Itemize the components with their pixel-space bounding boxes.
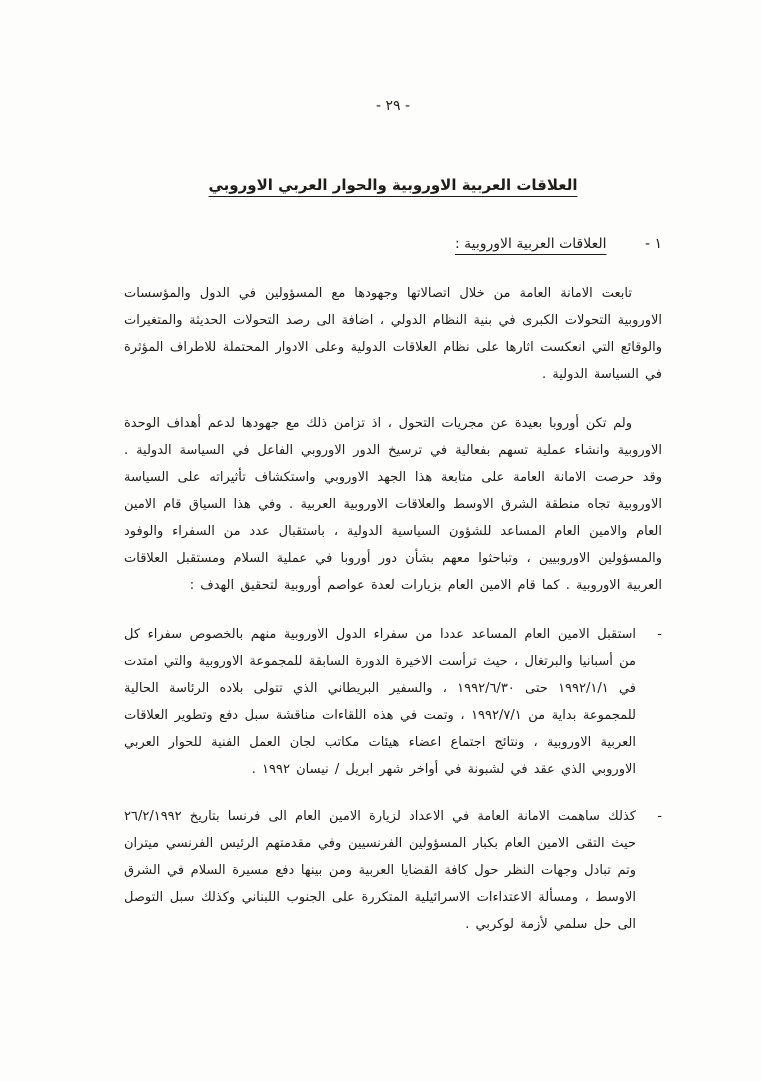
bullet-text: استقبل الامين العام المساعد عددا من سفراء الدول الاوروبية منهم بالخصوص سفراء كل من أسبانيا والبرتغال ، حيث ترأست الاخيرة الدورة السابقة للمجموعة الاوروبية والتي امتدت في ١٩٩٢/١/١ حتى ١٩٩٢/٦/٣٠ ، والسفير البريطاني الذي تتولى بلاده الرئاسة الحالية للمجموعة بداية من ١٩٩٢/٧/١ ، وتمت في هذه اللقاءات مناقشة سبل دفع وتطوير العلاقات العربية الاوروبية ، ونتائج اجتماع اعضاء هيئات مكاتب لجان العمل الفنية للحوار العربي الاوروبي الذي عقد في لشبونة في أواخر شهر ابريل / نيسان ١٩٩٢ . [124, 627, 637, 777]
list-item [124, 803, 662, 938]
section-number: ١ - [644, 236, 662, 252]
document-title [124, 176, 662, 194]
bullet-text: كذلك ساهمت الامانة العامة في الاعداد لزيارة الامين العام الى فرنسا بتاريخ ٢٦/٢/١٩٩٢ حيث التقى الامين العام بكبار المسؤولين الفرنسيين وفي مقدمتهم الرئيس الفرنسي ميتران وتم تبادل وجهات النظر حول كافة القضايا العربية ومن بينها دفع مسيرة السلام في الشرق الاوسط ، ومسألة الاعتداءات الاسرائيلية المتكررة على الجنوب اللبناني وكذلك سبل التوصل الى حل سلمي لأزمة لوكربي . [124, 809, 636, 932]
section-heading [124, 236, 662, 252]
bullet-dash: - [657, 809, 662, 824]
list-item [124, 621, 662, 783]
paragraph-1: تابعت الامانة العامة من خلال اتصالاتها وجهودها مع المسؤولين في الدول والمؤسسات الاوروبية التحولات الكبرى في بنية النظام الدولي ، اضافة الى رصد التحولات الحديثة والمتغيرات والوقائع التي انعكست اثارها على نظام العلاقات الدولية وعلى الادوار المحتملة للاطراف المؤثرة في السياسة الدولية . [124, 286, 662, 382]
bullet-dash: - [657, 627, 662, 642]
paragraph-2: ولم تكن أوروبا بعيدة عن مجريات التحول ، اذ تزامن ذلك مع جهودها لدعم أهداف الوحدة الاوروبية وانشاء عملية تسهم بفعالية في ترسيخ الدور الاوروبي الفاعل في السياسة الدولية . وقد حرصت الامانة العامة على متابعة هذا الجهد الاوروبي واستكشاف تأثيراته على السياسة الاوروبية تجاه منطقة الشرق الاوسط والعلاقات الاوروبية العربية . وفي هذا السياق قام الامين العام والامين العام المساعد للشؤون السياسية الدولية ، باستقبال عدد من السفراء والوفود والمسؤولين الاوروبيين ، وتباحثوا معهم بشأن دور أوروبا في عملية السلام ومستقبل العلاقات العربية الاوروبية . كما قام الامين العام بزيارات لعدة عواصم أوروبية لتحقيق الهدف : [124, 416, 662, 593]
page-number: - ٢٩ - [375, 98, 411, 114]
document-title-text: العلاقات العربية الاوروبية والحوار العربي الاوروبي [208, 176, 578, 194]
section-title: العلاقات العربية الاوروبية : [454, 236, 607, 252]
